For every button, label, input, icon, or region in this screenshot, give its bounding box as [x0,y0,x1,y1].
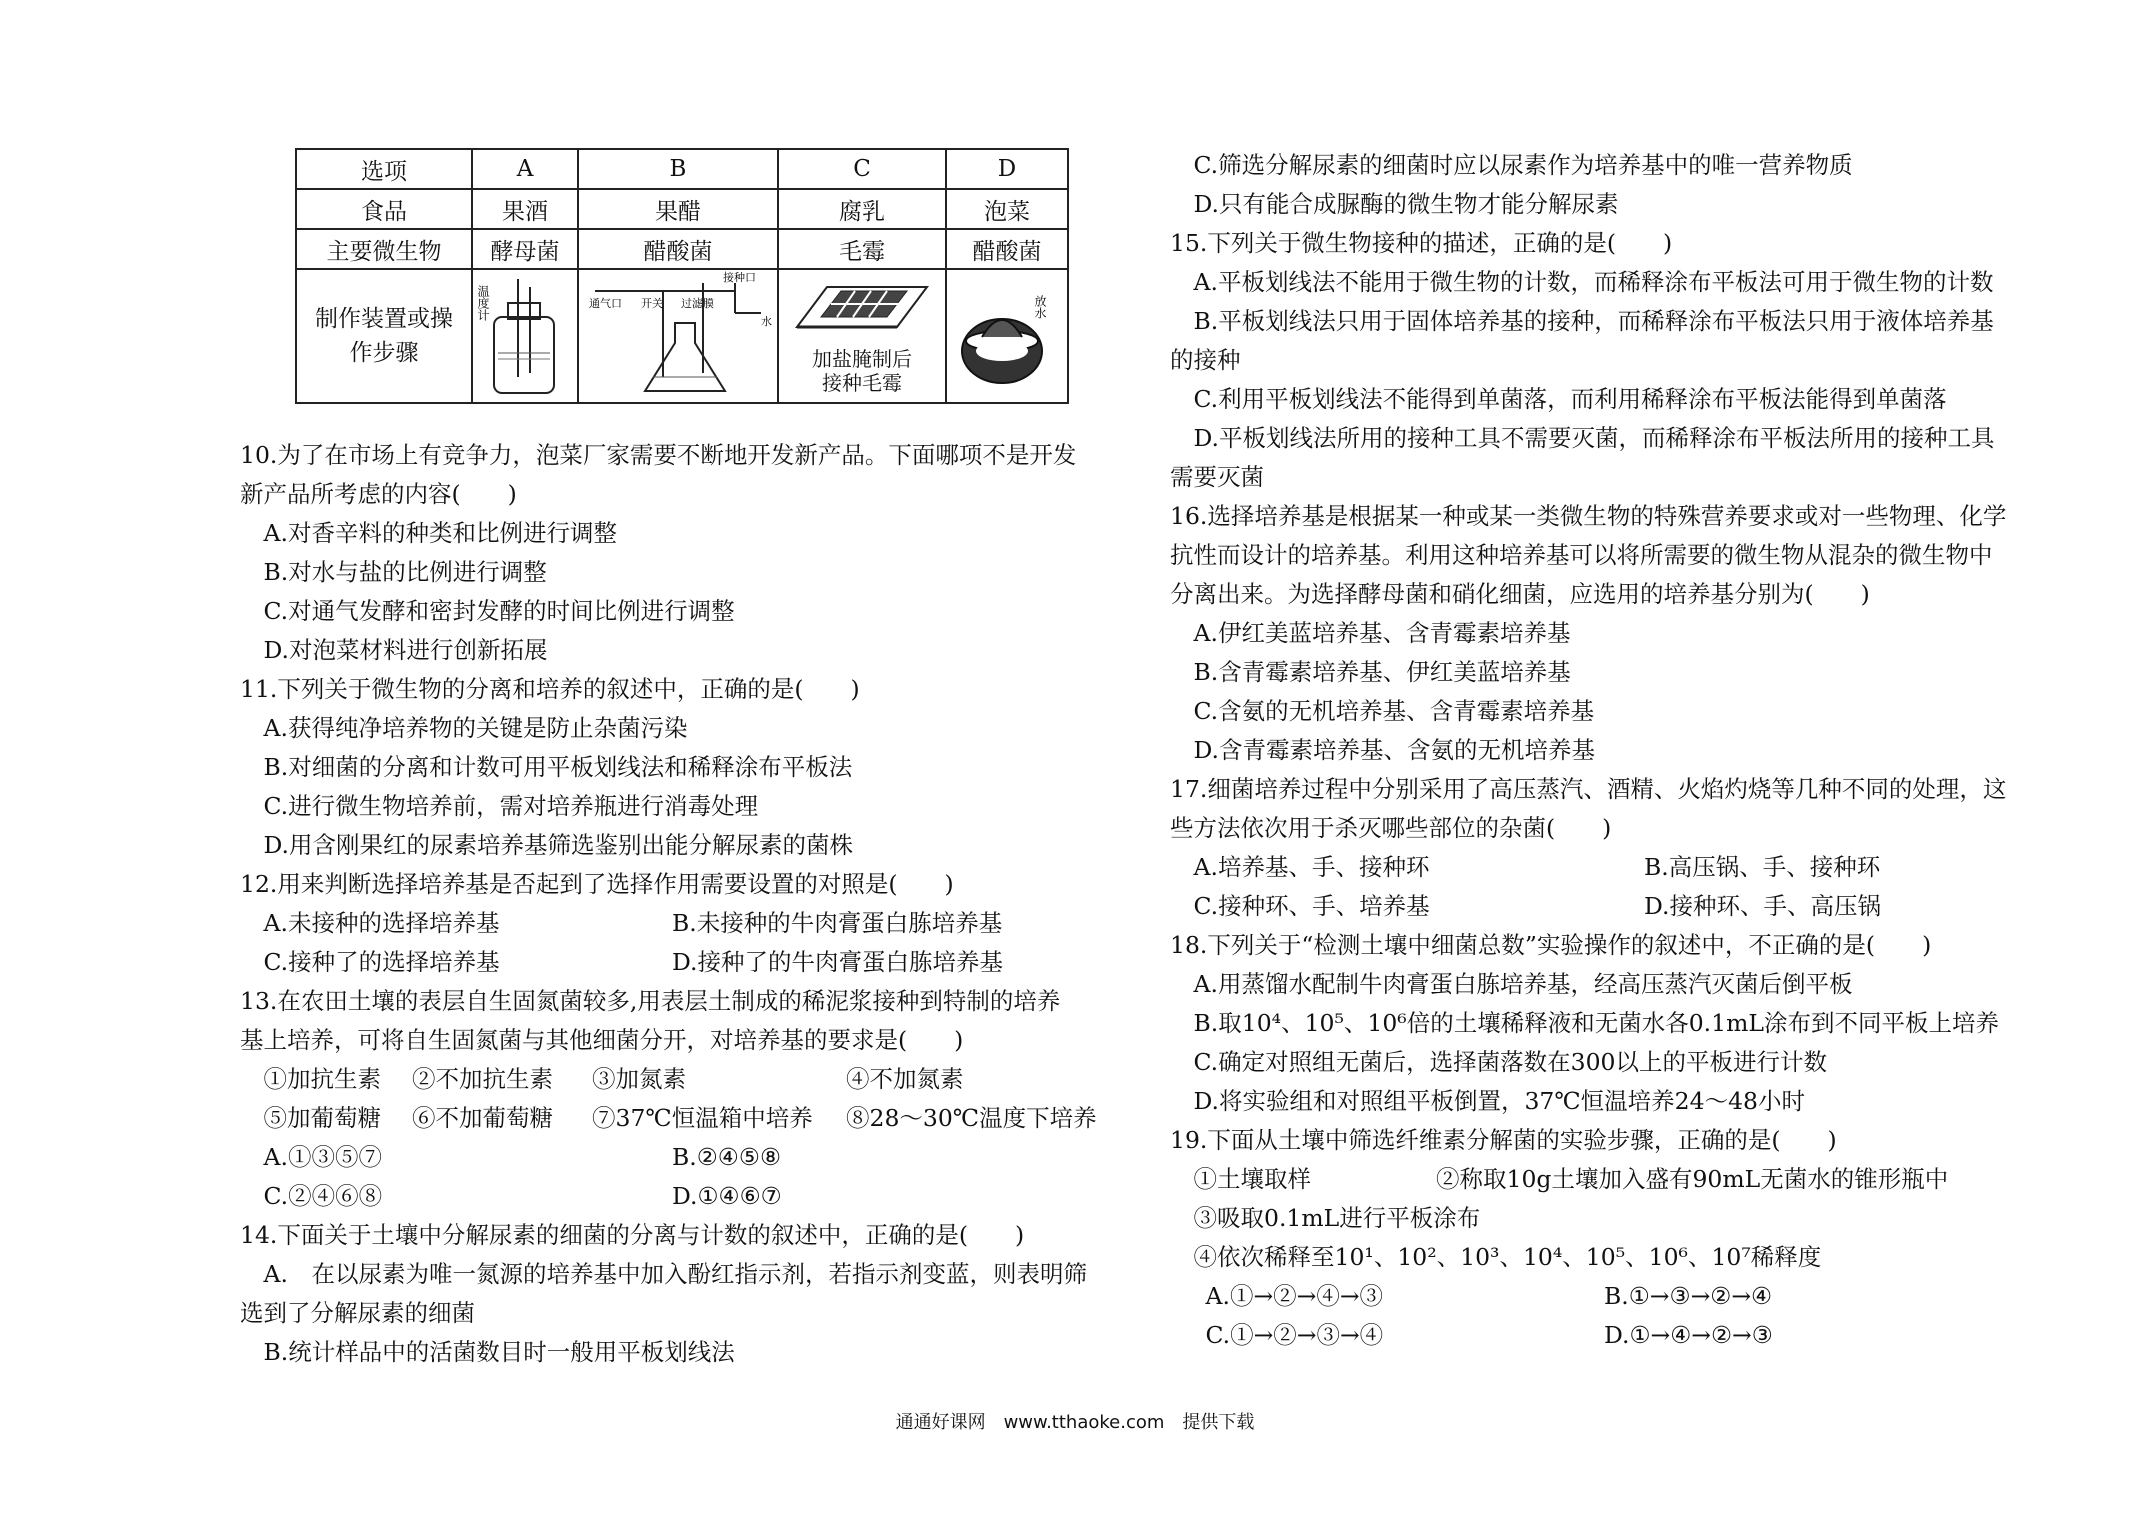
step-item: ③吸取0.1mL进行平板涂布 [1170,1204,1481,1232]
option-line: C.对通气发酵和密封发酵的时间比例进行调整 [240,597,735,625]
condition-item: ⑧28～30℃温度下培养 [846,1104,1097,1132]
table-header-row [296,149,1068,189]
table-cell [778,269,946,403]
option-line: C.利用平板划线法不能得到单菌落，而利用稀释涂布平板法能得到单菌落 [1170,385,1947,413]
option-line: A.培养基、手、接种环 [1170,853,1430,881]
water-label: 水 [761,315,772,328]
condition-item: ①加抗生素 [240,1065,381,1093]
table-cell: 选项 [296,149,472,189]
step-item: ①土壤取样 [1170,1165,1311,1193]
table-cell: C [778,149,946,189]
option-line: B.含青霉素培养基、伊红美蓝培养基 [1170,658,1571,686]
table-cell [578,269,778,403]
option-line: C.①→②→③→④ [1182,1321,1384,1349]
option-line: B.①→③→②→④ [1604,1282,1773,1310]
step-item: ②称取10g土壤加入盛有90mL无菌水的锥形瓶中 [1436,1165,1949,1193]
question-line: 18.下列关于“检测土壤中细菌总数”实验操作的叙述中，不正确的是( ) [1170,931,1932,959]
switch-label: 开关 [641,297,663,310]
table-cell: 醋酸菌 [946,229,1068,269]
table-cell: 主要微生物 [296,229,472,269]
page-footer: 通通好课网 www.tthaoke.com 提供下载 [895,1412,1255,1433]
question-line: 新产品所考虑的内容( ) [240,480,517,508]
option-line: B.未接种的牛肉膏蛋白胨培养基 [672,909,1003,937]
option-line: 的接种 [1170,346,1241,374]
table-row [296,269,1068,403]
question-line: 14.下面关于土壤中分解尿素的细菌的分离与计数的叙述中，正确的是( ) [240,1221,1025,1249]
table-cell: D [946,149,1068,189]
condition-item: ⑤加葡萄糖 [240,1104,381,1132]
table-cell: A [472,149,578,189]
table-cell: 泡菜 [946,189,1068,229]
question-line: 些方法依次用于杀灭哪些部位的杂菌( ) [1170,814,1612,842]
text-line: D.只有能合成脲酶的微生物才能分解尿素 [1170,190,1619,218]
table-cell: 毛霉 [778,229,946,269]
condition-item: ④不加氮素 [846,1065,964,1093]
option-line: A.获得纯净培养物的关键是防止杂菌污染 [240,714,688,742]
question-line: 19.下面从土壤中筛选纤维素分解菌的实验步骤，正确的是( ) [1170,1126,1837,1154]
question-line: 17.细菌培养过程中分别采用了高压蒸汽、酒精、火焰灼烧等几种不同的处理，这 [1170,775,2007,803]
device-label-line1: 制作装置或操 [315,306,453,332]
tofu-tray-figure [787,277,937,347]
option-line: 需要灭菌 [1170,463,1264,491]
option-line: D.对泡菜材料进行创新拓展 [240,636,548,664]
question-line: 13.在农田土壤的表层自生固氮菌较多,用表层土制成的稀泥浆接种到特制的培养 [240,987,1061,1015]
table-cell: 酵母菌 [472,229,578,269]
option-line: D.①→④→②→③ [1604,1321,1773,1349]
pickle-jar-figure [952,281,1062,391]
step-item: ④依次稀释至10¹、10²、10³、10⁴、10⁵、10⁶、10⁷稀释度 [1170,1243,1822,1271]
option-line: D.平板划线法所用的接种工具不需要灭菌，而稀释涂布平板法所用的接种工具 [1170,424,1995,452]
condition-item: ②不加抗生素 [412,1065,553,1093]
option-line: A.①→②→④→③ [1182,1282,1384,1310]
option-line: B.对水与盐的比例进行调整 [240,558,547,586]
option-line: D.用含刚果红的尿素培养基筛选鉴别出能分解尿素的菌株 [240,831,853,859]
question-line: 分离出来。为选择酵母菌和硝化细菌，应选用的培养基分别为( ) [1170,580,1870,608]
option-line: B.平板划线法只用于固体培养基的接种，而稀释涂布平板法只用于液体培养基 [1170,307,1994,335]
question-line: 16.选择培养基是根据某一种或某一类微生物的特殊营养要求或对一些物理、化学 [1170,502,2007,530]
filter-label: 过滤膜 [681,297,714,310]
option-line: A.用蒸馏水配制牛肉膏蛋白胨培养基，经高压蒸汽灭菌后倒平板 [1170,970,1853,998]
option-line: C.含氨的无机培养基、含青霉素培养基 [1170,697,1595,725]
option-line: B.高压锅、手、接种环 [1644,853,1881,881]
text-line: C.筛选分解尿素的细菌时应以尿素作为培养基中的唯一营养物质 [1170,151,1853,179]
table-cell: B [578,149,778,189]
question-line: 10.为了在市场上有竞争力，泡菜厂家需要不断地开发新产品。下面哪项不是开发 [240,441,1077,469]
question-line: 抗性而设计的培养基。利用这种培养基可以将所需要的微生物从混杂的微生物中 [1170,541,1993,569]
option-line: D.含青霉素培养基、含氨的无机培养基 [1170,736,1595,764]
question-line: 11.下列关于微生物的分离和培养的叙述中，正确的是( ) [240,675,860,703]
table-row [296,189,1068,229]
option-line: C.接种了的选择培养基 [240,948,500,976]
option-line: A.①③⑤⑦ [240,1143,382,1171]
table-cell: 醋酸菌 [578,229,778,269]
water-seal-label: 放水 [1033,295,1047,319]
vent-label: 通气口 [589,297,622,310]
option-line: D.接种环、手、高压锅 [1644,892,1881,920]
table-row [296,229,1068,269]
option-line: D.①④⑥⑦ [672,1182,782,1210]
tofu-caption-line1: 加盐腌制后 [812,347,912,371]
inoculation-port-label: 接种口 [723,271,756,284]
device-label-line2: 作步骤 [349,340,419,366]
tofu-caption-line2: 接种毛霉 [822,371,902,395]
option-line: A.未接种的选择培养基 [240,909,500,937]
question-line: 基上培养，可将自生固氮菌与其他细菌分开，对培养基的要求是( ) [240,1026,964,1054]
option-line: A.平板划线法不能用于微生物的计数，而稀释涂布平板法可用于微生物的计数 [1170,268,1994,296]
table-cell: 食品 [296,189,472,229]
condition-item: ⑦37℃恒温箱中培养 [592,1104,813,1132]
option-line: C.进行微生物培养前，需对培养瓶进行消毒处理 [240,792,759,820]
option-line: D.将实验组和对照组平板倒置，37℃恒温培养24～48小时 [1170,1087,1805,1115]
fermentation-table [295,148,1069,404]
option-line: C.确定对照组无菌后，选择菌落数在300以上的平板进行计数 [1170,1048,1827,1076]
question-line: 15.下列关于微生物接种的描述，正确的是( ) [1170,229,1673,257]
wine-bottle-figure [476,273,570,399]
option-line: B.对细菌的分离和计数可用平板划线法和稀释涂布平板法 [240,753,853,781]
option-line: B.②④⑤⑧ [672,1143,782,1171]
table-cell [472,269,578,403]
table-cell: 果酒 [472,189,578,229]
option-line: C.接种环、手、培养基 [1170,892,1430,920]
option-line: 选到了分解尿素的细菌 [240,1299,475,1327]
question-line: 12.用来判断选择培养基是否起到了选择作用需要设置的对照是( ) [240,870,954,898]
option-line: C.②④⑥⑧ [240,1182,383,1210]
option-line: B.统计样品中的活菌数目时一般用平板划线法 [240,1338,735,1366]
option-line: A.对香辛料的种类和比例进行调整 [240,519,617,547]
option-line: B.取10⁴、10⁵、10⁶倍的土壤稀释液和无菌水各0.1mL涂布到不同平板上培养 [1170,1009,1999,1037]
option-line: A. 在以尿素为唯一氮源的培养基中加入酚红指示剂，若指示剂变蓝，则表明筛 [240,1260,1087,1288]
vinegar-flask-figure [585,273,771,399]
condition-item: ③加氮素 [592,1065,686,1093]
table-cell: 腐乳 [778,189,946,229]
table-cell [946,269,1068,403]
thermometer-label: 温度计 [476,285,490,321]
table-cell: 果醋 [578,189,778,229]
option-line: D.接种了的牛肉膏蛋白胨培养基 [672,948,1003,976]
option-line: A.伊红美蓝培养基、含青霉素培养基 [1170,619,1571,647]
condition-item: ⑥不加葡萄糖 [412,1104,553,1132]
table-cell [296,269,472,403]
